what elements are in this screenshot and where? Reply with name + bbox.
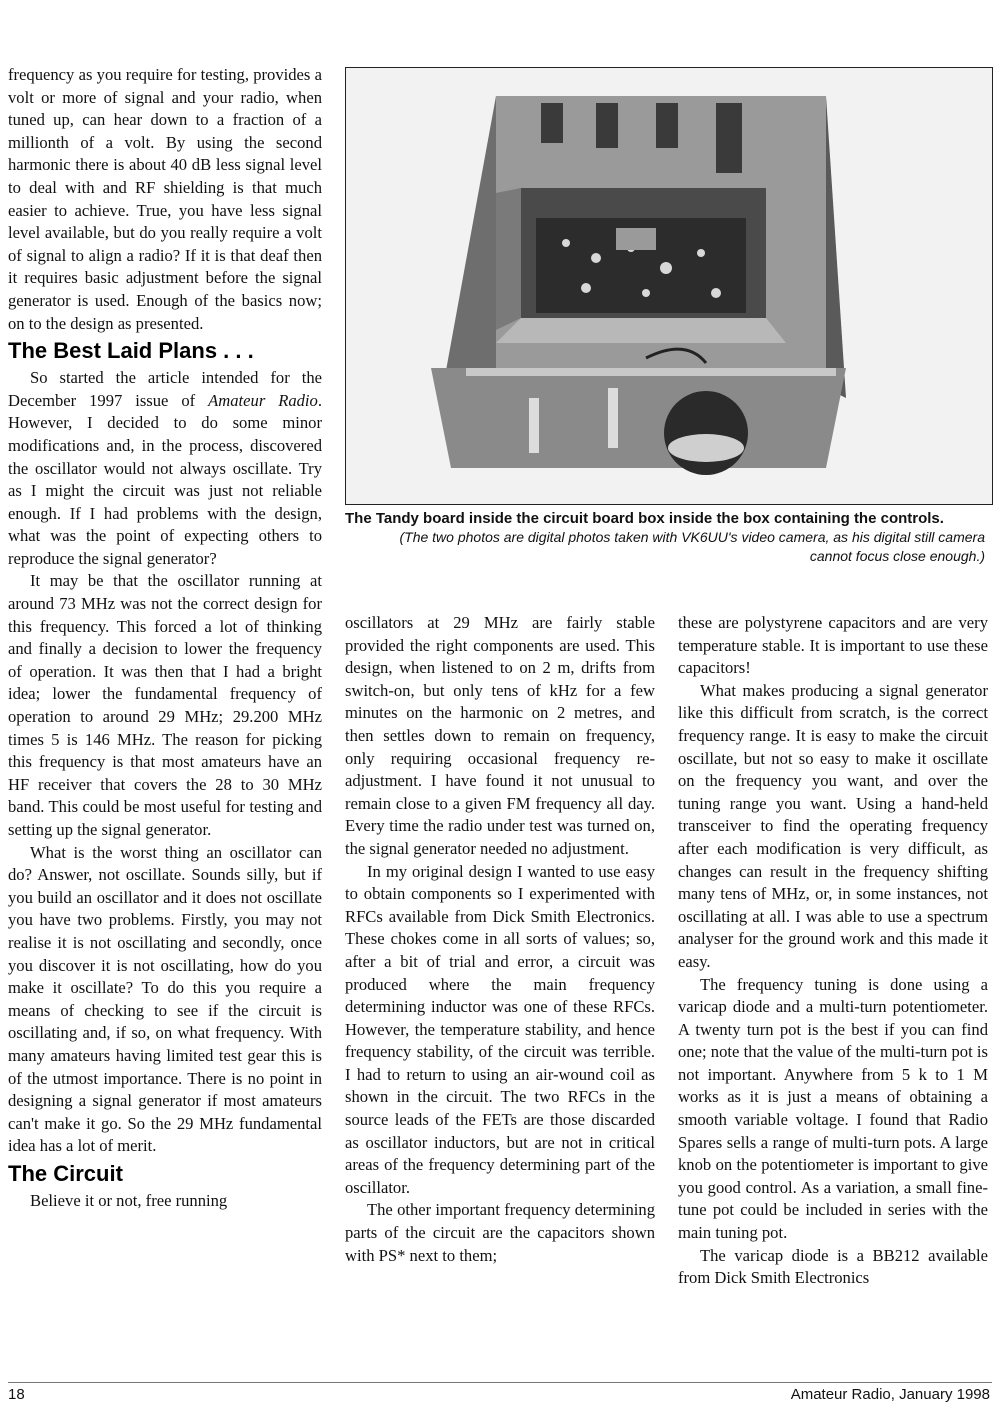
circuit-box-photo [345,67,993,505]
column-2 [345,612,655,1267]
section-heading-the-circuit: The Circuit [8,1160,123,1186]
photo-caption-block [345,510,985,566]
footer-divider [8,1382,992,1383]
paragraph: It may be that the oscillator running at around 73 MHz was not the correct design for this frequency. This forced a lot of thinking and finally a decision to lower the frequency of operation. It was then that I had a bright idea; lower the fundamental frequency of operation to around 29 MHz; 29.200 MHz times 5 is 146 MHz. The reason for picking this frequency is that most amateurs have an HF receiver that covers the 28 to 30 MHz band. This could be most useful for testing and setting up the signal generator. [8,571,322,839]
circuit-box-photo-image [346,68,992,504]
paragraph: What is the worst thing an oscillator can do? Answer, not oscillate. Sounds silly, but if you build an oscillator and it does not oscillate you have two problems. Firstly, you may not realise it is not oscillating and secondly, once you discover it is not oscillating, how do you make it oscillate? To do this you require a means of checking to see if the circuit is oscillating and, if so, on what frequency. With many amateurs having limited test gear this is of the utmost importance. There is no point in designing a signal generator if most amateurs can't make it go. So the 29 MHz fundamental idea has a lot of merit. [8,842,322,1156]
paragraph: So started the article intended for the December 1997 issue of Amateur Radio. However, I decided to do some minor modifications and, in the process, discovered the oscillator would not always oscillate. Try as I might the circuit was just not reliable enough. If I had problems with the design, what was the point of expecting others to reproduce the signal generator? [8,368,323,568]
publication-footer: Amateur Radio, January 1998 [790,1386,990,1403]
photo-caption: The Tandy board inside the circuit board box inside the box containing the controls. [345,510,944,527]
paragraph: oscillators at 29 MHz are fairly stable provided the right components are used. This design, when listened to on 2 m, drifts from switch-on, but only tens of kHz for a few minutes on the harmonic on 2 metres, and then settles down to remain on frequency, only requiring occasional frequency re-adjustment. I have found it not unusual to remain close to a given FM frequency all day. Every time the radio under test was turned on, the signal generator needed no adjustment. [345,613,655,858]
column-3 [678,612,988,1290]
photo-credit-note: (The two photos are digital photos taken with VK6UU's video camera, as his digital still camera cannot focus close enough.) [399,529,985,564]
paragraph: What makes producing a signal generator like this difficult from scratch, is the correct frequency range. It is easy to make the circuit oscillate, but not so easy to make it oscillate on the frequency you want, and over the tuning range you want. Using a hand-held transceiver to find the operating frequency after each modification is very difficult, as changes can result in the frequency shifting many tens of MHz, or, in some instances, not oscillating at all. I was able to use a spectrum analyser for the ground work and this made it easy. [678,680,988,971]
paragraph: In my original design I wanted to use easy to obtain components so I experimented with RFCs available from Dick Smith Electronics. These chokes come in all sorts of values; so, after a bit of trial and error, a circuit was produced where the main frequency determining inductor was one of these RFCs. However, the temperature stability, and hence frequency stability, of the circuit was terrible. I had to return to using an air-wound coil as shown in the circuit. The two RFCs in the source leads of the FETs are those discarded as oscillator inductors, but are not in critical areas of the frequency determining part of the oscillator. [345,861,655,1197]
paragraph: frequency as you require for testing, provides a volt or more of signal and your radio, when tuned up, can hear down to a fraction of a millionth of a volt. By using the second harmonic there is about 40 dB less signal level to deal with and RF shielding is that much easier to achieve. True, you have less signal level available, but do you really require a volt of signal to align a radio? If it is that deaf then it requires basic adjustment before the signal generator is used. Enough of the basics now; on to the design as presented. [8,65,322,333]
paragraph: Believe it or not, free running [30,1190,228,1210]
column-1 [8,64,322,1213]
paragraph: The other important frequency determining parts of the circuit are the capacitors shown with PS* next to them; [345,1200,655,1265]
paragraph: The varicap diode is a BB212 available from Dick Smith Electronics [678,1245,988,1288]
section-heading-best-laid-plans: The Best Laid Plans . . . [8,338,254,364]
paragraph: these are polystyrene capacitors and are very temperature stable. It is important to use these capacitors! [678,613,988,678]
page-number: 18 [8,1386,25,1403]
magazine-title: Amateur Radio [208,390,318,410]
paragraph: The frequency tuning is done using a varicap diode and a multi-turn potentiometer. A twenty turn pot is the best if you can find one; note that the value of the multi-turn pot is not important. Anywhere from 5 k to 1 M works as it is just a means of obtaining a smooth variable voltage. I found that Radio Spares sells a range of multi-turn pots. A large knob on the potentiometer is important to give you good control. As a variation, a small fine-tune pot could be included in series with the main tuning pot. [678,974,988,1243]
